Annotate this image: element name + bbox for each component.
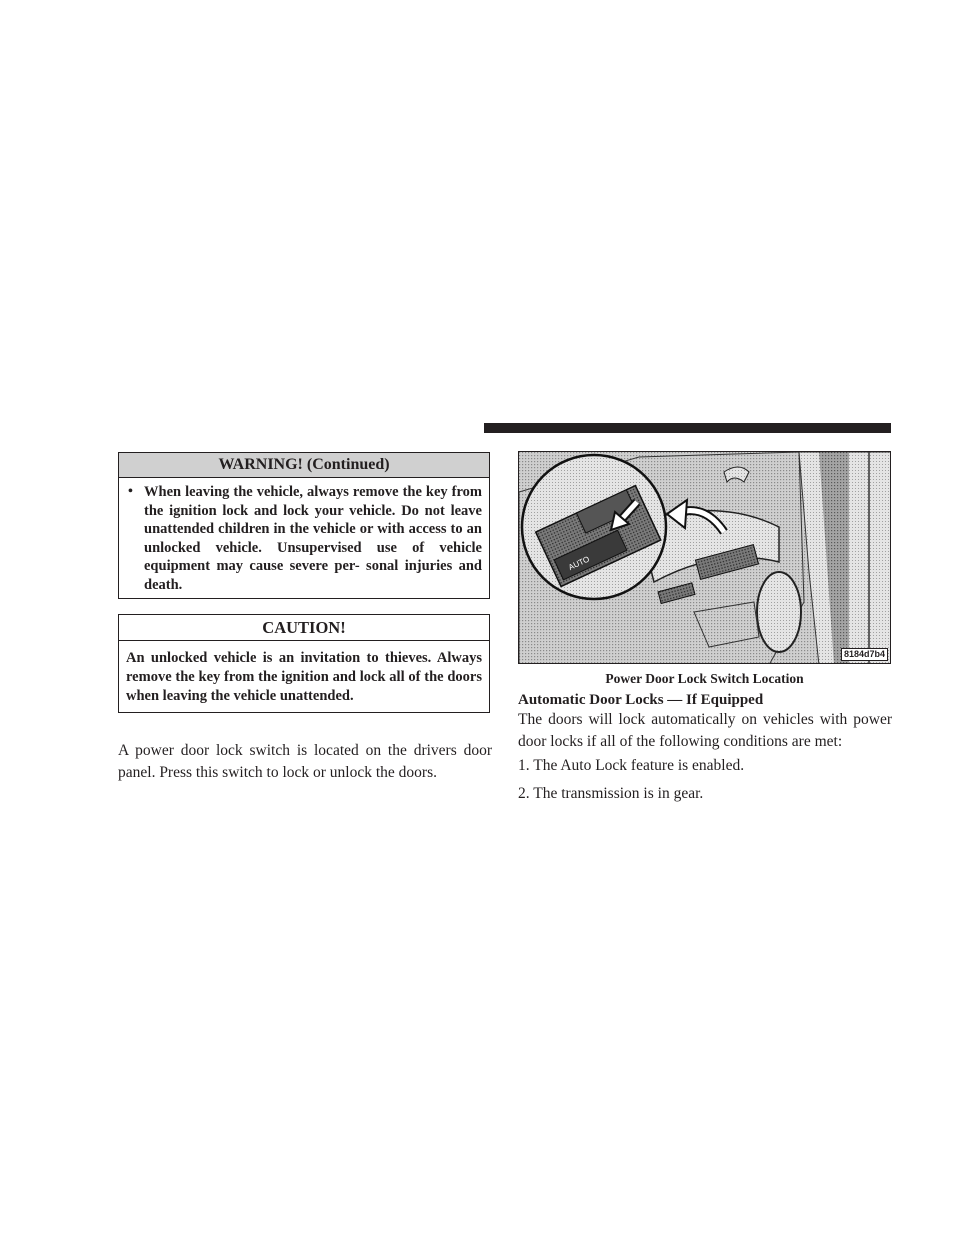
warning-title: WARNING! (Continued) <box>119 453 489 478</box>
warning-body <box>119 478 489 595</box>
list-item: 1. The Auto Lock feature is enabled. <box>518 757 745 774</box>
bullet-icon: • <box>128 484 133 499</box>
door-lock-switch-photo <box>518 451 891 664</box>
section-intro: The doors will lock automatically on vehicles with power door locks if all of the following conditions are met: <box>518 711 892 750</box>
door-panel-illustration <box>519 452 891 664</box>
section-heading: Automatic Door Locks — If Equipped <box>518 692 764 708</box>
caution-box <box>118 614 490 713</box>
auto-switch-label: AUTO <box>567 554 591 573</box>
warning-box <box>118 452 490 599</box>
figure-code: 8184d7b4 <box>841 648 888 661</box>
figure-caption: Power Door Lock Switch Location <box>605 671 804 686</box>
header-rule <box>484 423 891 433</box>
warning-text: When leaving the vehicle, always remove the key from the ignition lock and lock your vehicle. Do not leave unattended children in the vehicle or with access to an unlocked vehicle. Unsupervised use of vehicle equipment may cause severe per- sonal injuries and death. <box>144 484 482 593</box>
caution-title: CAUTION! <box>119 615 489 641</box>
power-lock-paragraph: A power door lock switch is located on the drivers door panel. Press this switch to lock or unlock the doors. <box>118 742 492 781</box>
list-item: 2. The transmission is in gear. <box>518 785 704 802</box>
caution-text: An unlocked vehicle is an invitation to thieves. Always remove the key from the ignition and lock all of the doors when leaving the vehicle unattended. <box>126 650 482 704</box>
